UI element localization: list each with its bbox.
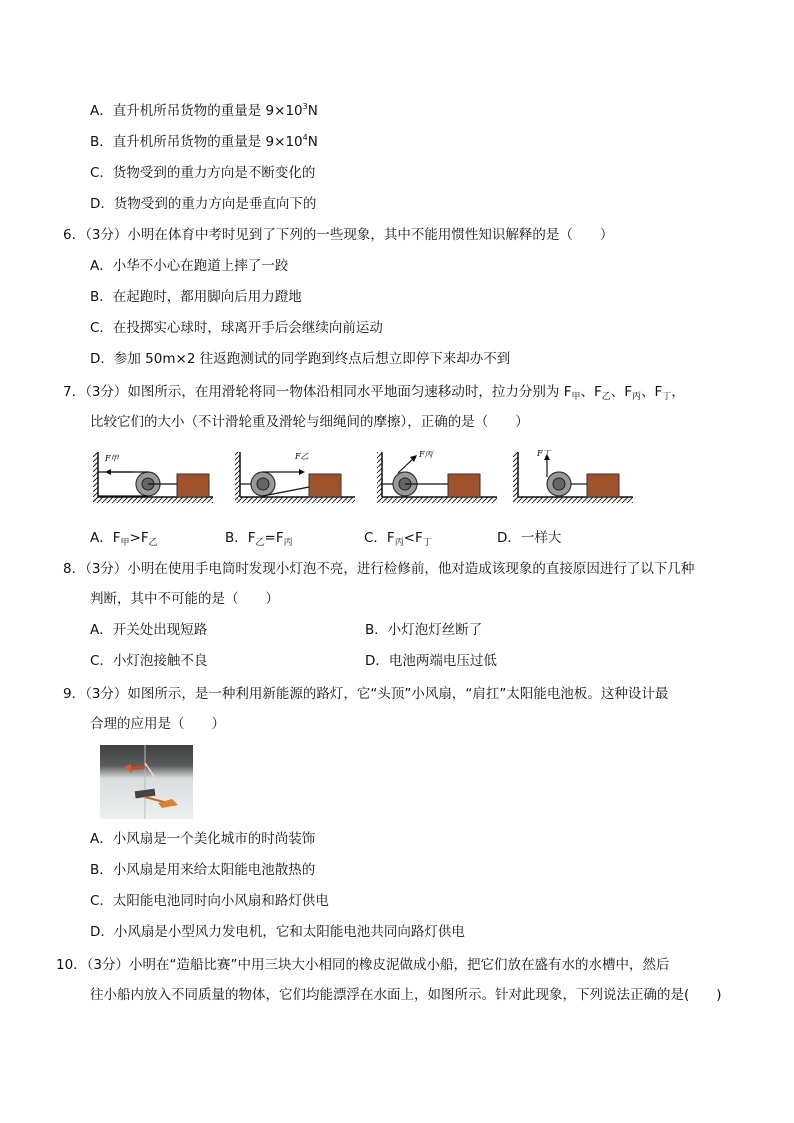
q7-stem-line1: 7．（3分）如图所示，在用滑轮将同一物体沿相同水平地面匀速移动时，拉力分别为 $F_甲$、$F_乙$、$F_丙$、$F_丁$， [63,384,685,402]
q8-stem-line1: 8．（3分）小明在使用手电筒时发现小灯泡不亮，进行检修前，他对造成该现象的直接原因进行了以下几种 [63,561,695,577]
q7-pulley-figure [93,447,633,507]
q8-stem-line2: 判断，其中不可能的是（ ） [90,591,279,607]
q7-stem-line2: 比较它们的大小（不计滑轮重及滑轮与细绳间的摩擦），正确的是（ ） [90,414,529,430]
q10-stem-line1: 10．（3分）小明在“造船比赛”中用三块大小相同的橡皮泥做成小船，把它们放在盛有水的水槽中，然后 [56,957,670,973]
q5-option-a: A．直升机所吊货物的重量是 $9\times 10^3N$ [90,102,318,119]
q6-option-c: C．在投掷实心球时，球离开手后会继续向前运动 [90,320,383,336]
q9-option-c: C．太阳能电池同时向小风扇和路灯供电 [90,893,329,909]
q7-figure-4 [513,449,633,503]
q9-stem-line2: 合理的应用是（ ） [90,716,225,732]
q5-option-b: B．直升机所吊货物的重量是 $9\times 10^4N$ [90,133,318,150]
q6-stem: 6．（3分）小明在体育中考时见到了下列的一些现象，其中不能用惯性知识解释的是（ ） [63,227,614,243]
q7-force-label-3: F丙 [419,450,433,459]
q6-option-a: A．小华不小心在跑道上摔了一跤 [90,258,289,274]
q9-streetlight-photo [100,745,193,819]
q7-figure-2 [235,452,355,503]
q10-stem-line2: 往小船内放入不同质量的物体，它们均能漂浮在水面上，如图所示。针对此现象，下列说法正确的是( ) [90,987,722,1003]
q8-option-c: C．小灯泡接触不良 [90,653,208,669]
q5-option-d: D．货物受到的重力方向是垂直向下的 [90,196,317,212]
q7-figure-3 [377,450,497,503]
q6-option-d: D．参加 50m×2 往返跑测试的同学跑到终点后想立即停下来却办不到 [90,351,511,367]
q7-option-c: C．$F_丙<F_丁$ [364,530,432,548]
q8-option-b: B．小灯泡灯丝断了 [365,622,483,638]
q7-option-b: B．$F_乙=F_丙$ [225,530,293,548]
q5-option-c: C．货物受到的重力方向是不断变化的 [90,165,316,181]
q7-force-label-1: F甲 [105,454,119,463]
q9-option-a: A．小风扇是一个美化城市的时尚装饰 [90,831,316,847]
q7-figure-1 [93,452,213,503]
q7-option-d: D．一样大 [497,530,562,546]
q9-option-d: D．小风扇是小型风力发电机，它和太阳能电池共同向路灯供电 [90,924,465,940]
q9-stem-line1: 9．（3分）如图所示，是一种利用新能源的路灯，它“头顶”小风扇，“肩扛”太阳能电池板。这种设计最 [63,686,669,702]
q9-option-b: B．小风扇是用来给太阳能电池散热的 [90,862,316,878]
q8-option-d: D．电池两端电压过低 [365,653,497,669]
q7-option-a: A．$F_甲>F_乙$ [90,530,158,548]
q7-force-label-4: F丁 [537,449,551,458]
q8-option-a: A．开关处出现短路 [90,622,208,638]
q7-force-label-2: F乙 [295,452,309,461]
q6-option-b: B．在起跑时，都用脚向后用力蹬地 [90,289,302,305]
